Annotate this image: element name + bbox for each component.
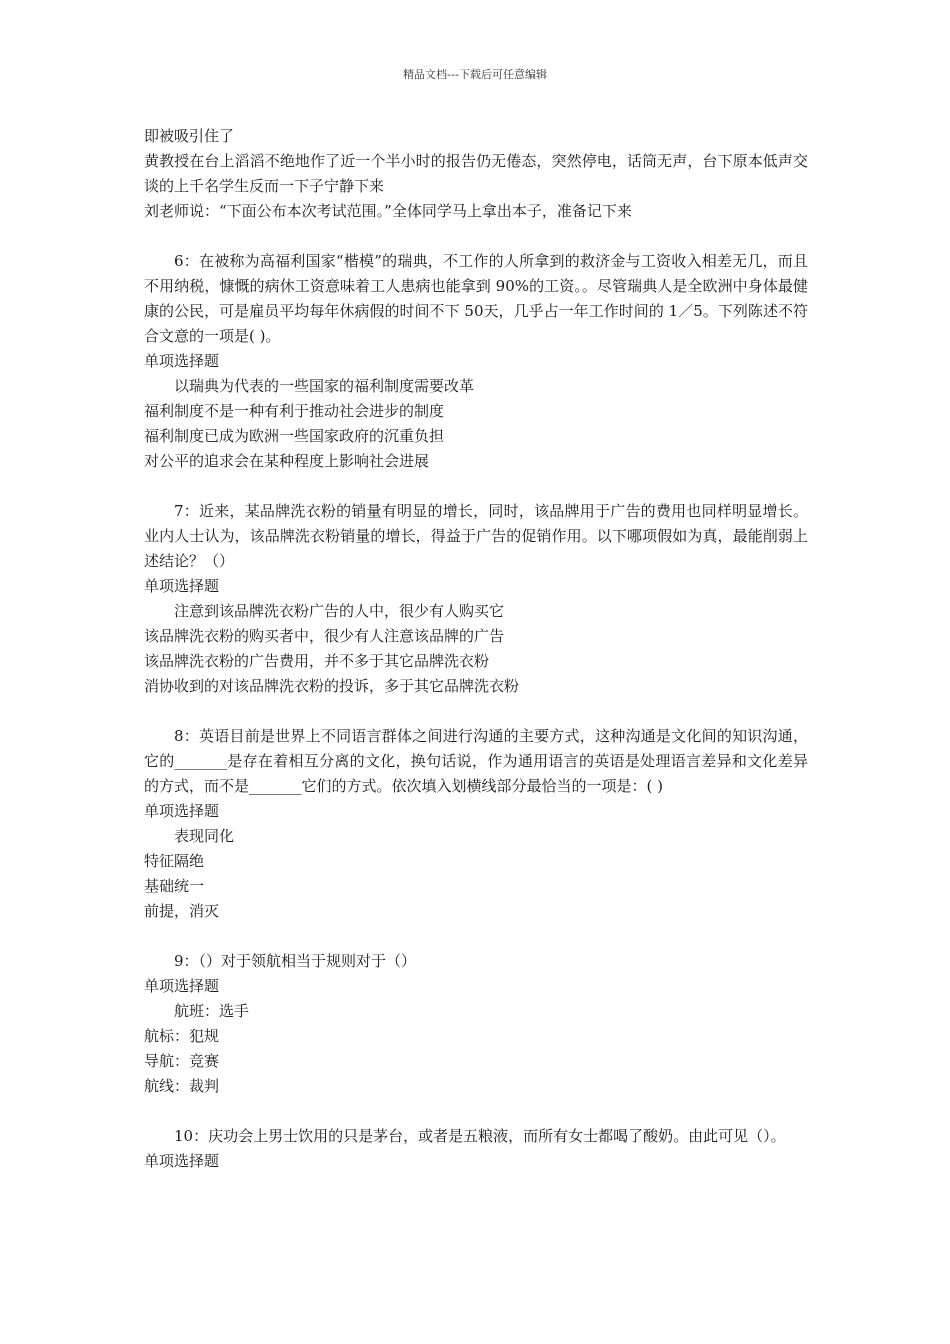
option-d[interactable]: 对公平的追求会在某种程度上影响社会进展 bbox=[144, 452, 430, 470]
option-a[interactable]: 注意到该品牌洗衣粉广告的人中，很少有人购买它 bbox=[174, 602, 505, 620]
option-b[interactable]: 该品牌洗衣粉的购买者中，很少有人注意该品牌的广告 bbox=[144, 627, 505, 645]
question-7 bbox=[144, 499, 808, 699]
question-type: 单项选择题 bbox=[144, 1152, 220, 1170]
question-type: 单项选择题 bbox=[144, 802, 220, 820]
question-type: 单项选择题 bbox=[144, 977, 220, 995]
question-text: 6：在被称为高福利国家“楷模”的瑞典，不工作的人所拿到的救济金与工资收入相差无几，而且不用纳税，慷慨的病休工资意味着工人患病也能拿到 90%的工资。。尽管瑞典人是全欧洲中身体最健康的公民，可是雇员平均每年休病假的时间不下 50天，几乎占一年工作时间的 1／5。下列陈述不符合文意的一项是( )。 bbox=[144, 252, 808, 345]
option-b[interactable]: 航标：犯规 bbox=[144, 1027, 220, 1045]
question-type: 单项选择题 bbox=[144, 352, 220, 370]
option-c[interactable]: 福利制度已成为欧洲一些国家政府的沉重负担 bbox=[144, 427, 445, 445]
option-b[interactable]: 福利制度不是一种有利于推动社会进步的制度 bbox=[144, 402, 445, 420]
question-6 bbox=[144, 249, 808, 474]
question-text: 10：庆功会上男士饮用的只是茅台，或者是五粮液，而所有女士都喝了酸奶。由此可见（）。 bbox=[174, 1127, 786, 1145]
question-8 bbox=[144, 724, 808, 924]
intro-line: 黄教授在台上滔滔不绝地作了近一个半小时的报告仍无倦态，突然停电，话筒无声，台下原本低声交谈的上千名学生反而一下子宁静下来 bbox=[144, 152, 808, 195]
option-a[interactable]: 航班：选手 bbox=[174, 1002, 250, 1020]
option-d[interactable]: 消协收到的对该品牌洗衣粉的投诉，多于其它品牌洗衣粉 bbox=[144, 677, 520, 695]
option-a[interactable]: 以瑞典为代表的一些国家的福利制度需要改革 bbox=[174, 377, 475, 395]
question-text: 8：英语目前是世界上不同语言群体之间进行沟通的主要方式，这种沟通是文化间的知识沟通，它的_______是存在着相互分离的文化，换句话说，作为通用语言的英语是处理语言差异和文化差异的方式，而不是_______它们的方式。依次填入划横线部分最恰当的一项是：( ) bbox=[144, 727, 808, 795]
option-d[interactable]: 航线：裁判 bbox=[144, 1077, 220, 1095]
question-type: 单项选择题 bbox=[144, 577, 220, 595]
question-10 bbox=[144, 1124, 808, 1174]
question-9 bbox=[144, 949, 808, 1099]
question-text: 9：（）对于领航相当于规则对于（） bbox=[174, 952, 417, 970]
option-c[interactable]: 基础统一 bbox=[144, 877, 205, 895]
question-text: 7：近来，某品牌洗衣粉的销量有明显的增长，同时，该品牌用于广告的费用也同样明显增长。业内人士认为，该品牌洗衣粉销量的增长，得益于广告的促销作用。以下哪项假如为真，最能削弱上述结论？（） bbox=[144, 502, 808, 570]
page-header: 精品文档---下载后可任意编辑 bbox=[403, 68, 547, 81]
intro-line: 即被吸引住了 bbox=[144, 127, 235, 145]
document-body bbox=[144, 124, 808, 1174]
intro-line: 刘老师说：“下面公布本次考试范围。”全体同学马上拿出本子，准备记下来 bbox=[144, 202, 632, 220]
option-a[interactable]: 表现同化 bbox=[174, 827, 235, 845]
option-c[interactable]: 导航：竞赛 bbox=[144, 1052, 220, 1070]
option-b[interactable]: 特征隔绝 bbox=[144, 852, 205, 870]
option-c[interactable]: 该品牌洗衣粉的广告费用，并不多于其它品牌洗衣粉 bbox=[144, 652, 490, 670]
option-d[interactable]: 前提，消灭 bbox=[144, 902, 220, 920]
